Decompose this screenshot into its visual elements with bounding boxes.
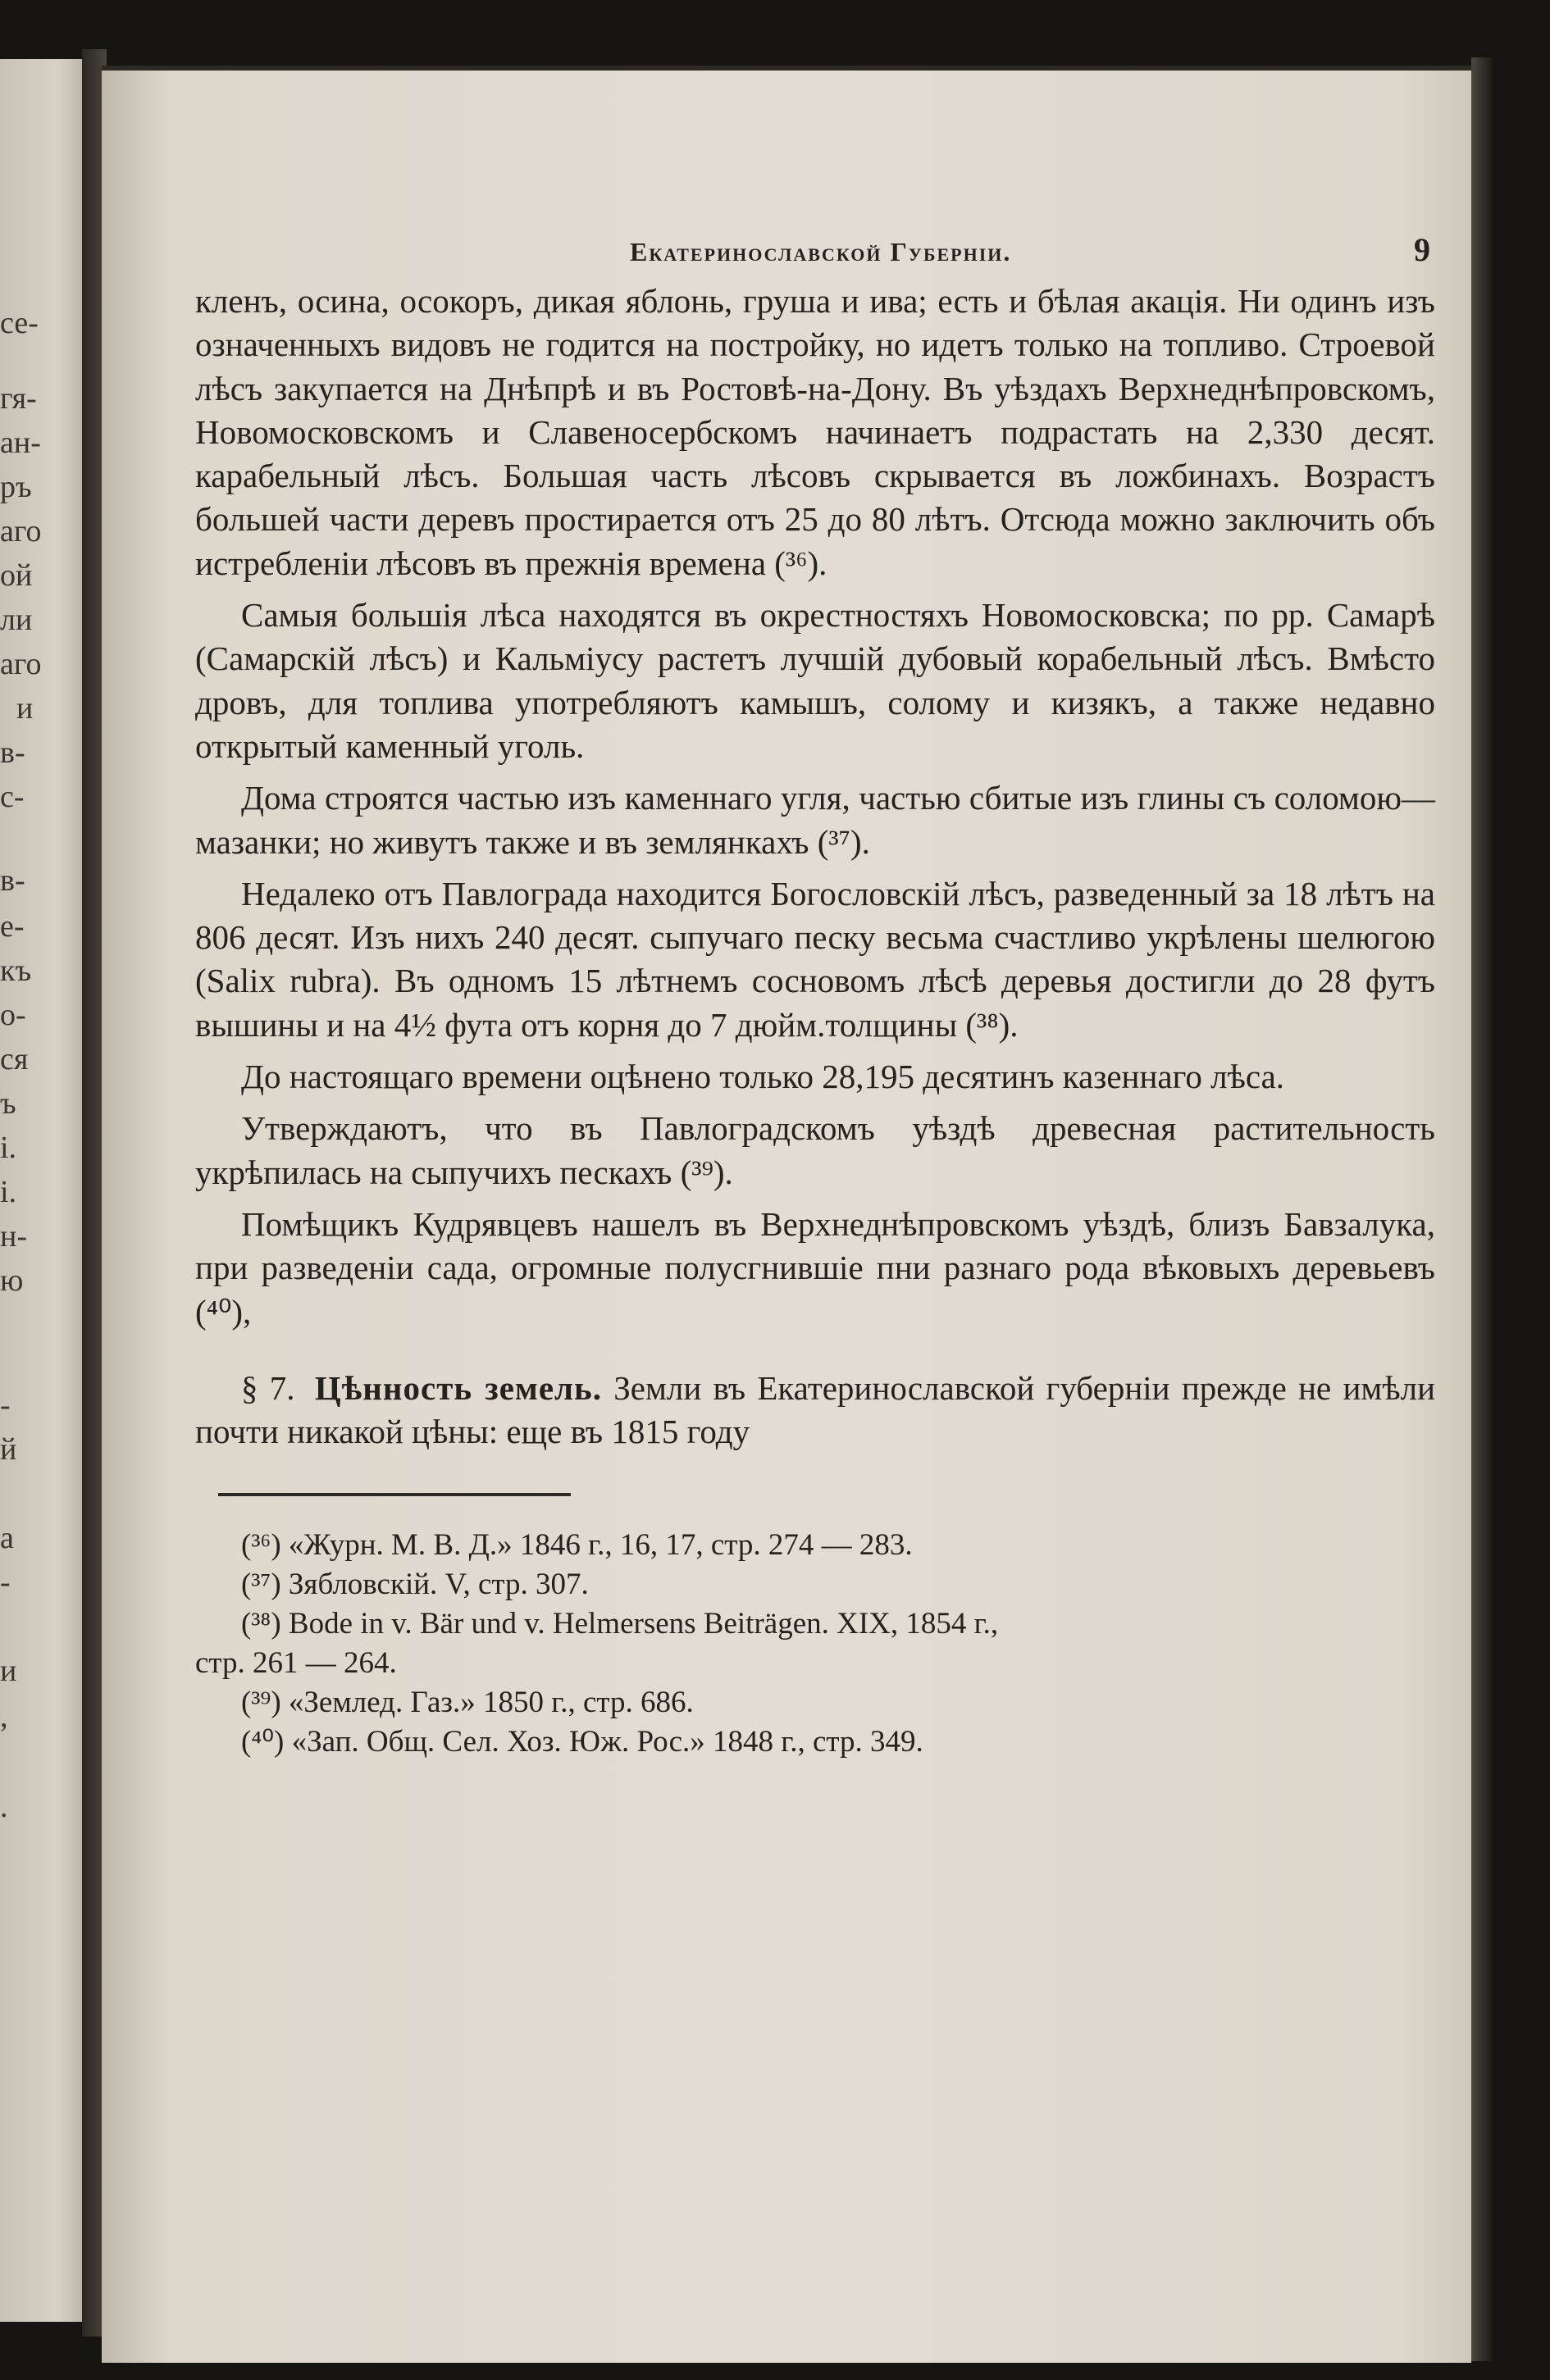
left-page-text: . (0, 1790, 8, 1824)
left-page-text: ъ (0, 1086, 16, 1121)
left-page-text: с- (0, 780, 25, 814)
left-page-text: в- (0, 735, 25, 770)
left-page-text: ли (0, 603, 33, 637)
left-page-text: къ (0, 953, 32, 988)
paragraph: кленъ, осина, осокоръ, дикая яблонь, груша и ива; есть и бѣлая акація. Ни одинъ изъ означенныхъ видовъ не годится на постройку, но идетъ только на топливо. Строевой лѣсъ закупается на Днѣпрѣ и въ Ростовѣ-на-Дону. Въ уѣздахъ Верхнеднѣпровскомъ, Новомосковскомъ и Славеносербскомъ начинаетъ подрастать на 2,330 десят. карабельный лѣсъ. Большая часть лѣсовъ скрывается въ ложбинахъ. Возрастъ большей части деревъ простирается отъ 25 до 80 лѣтъ. Отсюда можно заключить объ истребленіи лѣсовъ въ прежнія времена (³⁶). (195, 282, 1435, 582)
paragraph: Самыя большія лѣса находятся въ окрестностяхъ Новомосковска; по рр. Самарѣ (Самарскій лѣсъ) и Кальміусу растетъ лучшій дубовый корабельный лѣсъ. Вмѣсто дровъ, для топлива употребляютъ камышъ, солому и кизякъ, а также недавно открытый каменный уголь. (195, 596, 1435, 765)
left-page-text: гя- (0, 381, 37, 416)
left-page-text: ю (0, 1263, 24, 1298)
paragraph: Дома строятся частью изъ каменнаго угля, частью сбитые изъ глины съ соломою—мазанки; но живутъ также и въ землянкахъ (³⁷). (195, 779, 1435, 861)
footnote: (⁴⁰) «Зап. Общ. Сел. Хоз. Юж. Рос.» 1848 г., стр. 349. (241, 1725, 923, 1759)
book-page (102, 66, 1471, 2363)
left-page-text: е- (0, 909, 25, 944)
body-text (195, 280, 1435, 1454)
section-title: Цѣнность земель. (314, 1368, 602, 1407)
left-page-text: , (0, 1700, 8, 1734)
running-head-title: Екатеринославской Губерніи. (630, 237, 1012, 266)
left-page-text: н- (0, 1219, 27, 1254)
left-page-text: и (16, 691, 34, 726)
left-page-text: ся (0, 1042, 29, 1076)
section-text: Земли въ Екатеринославской губерніи прежде не имѣли почти никакой цѣны: еще въ 1815 году (195, 1368, 1436, 1451)
paragraph: Недалеко отъ Павлограда находится Богословскій лѣсъ, разведенный за 18 лѣтъ на 806 десят. Изъ нихъ 240 десят. сыпучаго песку весьма счастливо укрѣлены шелюгою (Salix rubra). Въ одномъ 15 лѣтнемъ сосновомъ лѣсѣ деревья достигли до 28 футъ вышины и на 4½ фута отъ корня до 7 дюйм.толщины (³⁸). (195, 874, 1435, 1044)
left-page-text: а (0, 1521, 14, 1555)
left-page-text: і. (0, 1175, 17, 1209)
left-page-text: ан- (0, 425, 41, 460)
footnote: (³⁹) «Землед. Газ.» 1850 г., стр. 686. (241, 1686, 694, 1720)
paragraph: До настоящаго времени оцѣнено только 28,195 десятинъ казеннаго лѣса. (241, 1058, 1285, 1096)
page-text-block (195, 230, 1435, 1762)
section-paragraph (195, 1367, 1435, 1454)
left-page-text: аго (0, 514, 42, 548)
paragraph: Утверждаютъ, что въ Павлоградскомъ уѣздѣ древесная растительность укрѣпилась на сыпучихъ пескахъ (³⁹). (195, 1109, 1435, 1191)
footnote: (³⁷) Зябловскій. V, стр. 307. (241, 1568, 589, 1602)
left-page-text: - (0, 1565, 11, 1600)
running-head (195, 230, 1435, 280)
page-edge-shadow (1471, 57, 1493, 2361)
left-page-text: ой (0, 558, 33, 593)
footnotes (195, 1526, 1435, 1762)
left-page-text: ръ (0, 470, 32, 504)
left-page-fragment (0, 59, 82, 2322)
left-page-text: й (0, 1432, 17, 1467)
footnote: (³⁸) Bode in v. Bär und v. Helmersens Beiträgen. XIX, 1854 г., (241, 1607, 999, 1641)
left-page-text: се- (0, 306, 39, 340)
left-page-text: и (0, 1654, 17, 1688)
page-number: 9 (1414, 231, 1432, 268)
left-page-text: в- (0, 863, 25, 898)
footnote-rule (218, 1493, 571, 1496)
footnote-continuation: стр. 261 — 264. (195, 1646, 397, 1681)
section-number: § 7. (241, 1368, 295, 1407)
paragraph: Помѣщикъ Кудрявцевъ нашелъ въ Верхнеднѣпровскомъ уѣздѣ, близъ Бавзалука, при разведеніи сада, огромные полусгнившіе пни разнаго рода вѣковыхъ деревьевъ (⁴⁰), (195, 1204, 1435, 1331)
left-page-text: аго (0, 647, 42, 681)
footnote: (³⁶) «Журн. М. В. Д.» 1846 г., 16, 17, стр. 274 — 283. (241, 1528, 913, 1563)
left-page-text: о- (0, 998, 26, 1032)
left-page-text: - (0, 1388, 11, 1422)
left-page-text: і. (0, 1131, 17, 1165)
